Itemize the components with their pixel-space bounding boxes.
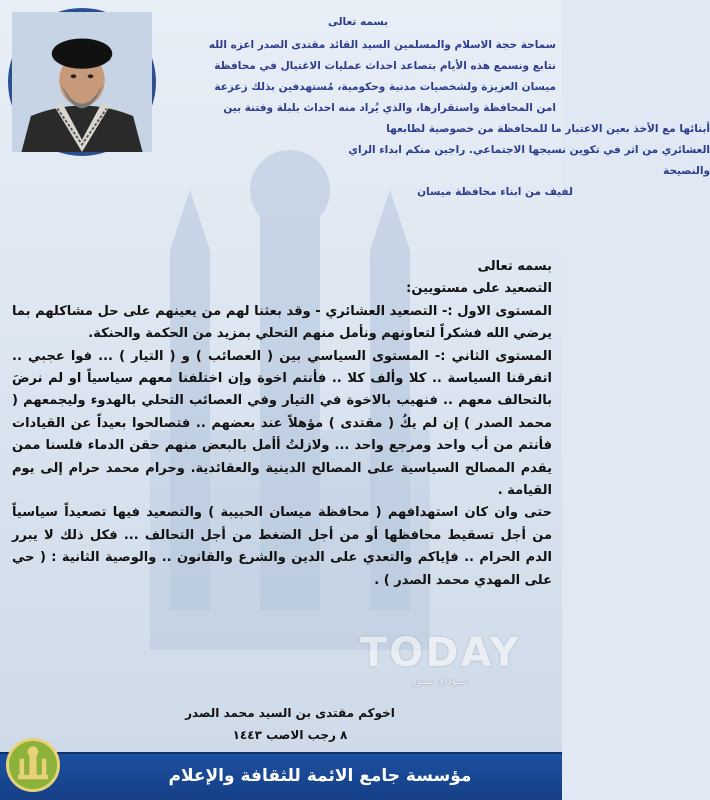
signature-name: اخوكم مقتدى بن السيد محمد الصدر [185,706,395,720]
reply-bismillah: بسمه تعالى [477,259,552,274]
watermark-logo-subtitle: تـــوداي نـيـوز [411,676,469,687]
portrait-icon [12,12,152,152]
reply-intro: التصعيد على مستويين: [406,281,552,297]
letter-line: ميسان العزيزة ولشخصيات مدنية وحكومية، مُستهدفين بذلك زعزعة [214,81,556,93]
portrait-photo [8,8,156,156]
closing-signature [150,702,430,746]
letter-line: أبنائها مع الأخذ بعين الاعتبار ما للمحافظة من خصوصية لطابعها [386,123,710,135]
letter-salutation: سماحة حجة الاسلام والمسلمين السيد القائد مقتدى الصدر اعزه الله [208,39,556,51]
watermark-logo-text: TODAY [360,630,521,676]
letter-line: العشائري من اثر في تكوين نسيجها الاجتماعي. راجين منكم ابداء الراي [348,144,710,156]
reply-paragraph-2: المستوى الثاني :- المستوى السياسي بين ( العصائب ) و ( التيار ) ... فوا عجبي .. اتفرقنا السياسة .. كلا وألف كلا .. فأنتم اخوة وإن اختلفنا معهم سياسياً او لم نرضَ بالتحالف معهم .. فنهيب بالاخوة في التيار وفي العصائب التحلي بالهدوء وليجمعهم ( محمد الصدر ) إن لم يكُ ( مقتدى ) مؤهلاً عند بعضهم .. فتصالحوا بعيداً عن القيادات فأنتم من أب واحد ومرجع واحد ... ولازلتُ أأمل بالبعض منهم حقن الدماء فلسنا ممن يقدم المصالح السياسية على المصالح الدينية والعقائدية. وحرام محمد حرام إلى يوم القيامة . [12,348,552,499]
letter-line: والنصيحة [663,165,710,177]
today-news-watermark [360,630,520,710]
reply-paragraph-3: حتى وان كان استهدافهم ( محافظة ميسان الحبيبة ) والتصعيد فيها تصعيداً سياسياً من أجل تسقيط محافظها أو من أجل الضغط من أجل التحالف ... فكل ذلك لا يبرر الدم الحرام .. فإياكم والتعدي على الدين والشرع والقانون .. والوصية الثانية : ( حي على المهدي محمد الصدر ) . [12,505,552,588]
reply-body [12,256,552,592]
letter-signature: لفيف من ابناء محافظة ميسان [417,186,573,198]
letter-bismillah: بسمه تعالى [327,16,389,28]
letter-line: نتابع ونسمع هذه الأيام بتصاعد احداث عمليات الاغتيال في محافظة [214,60,556,72]
reply-paragraph-1: المستوى الاول :- التصعيد العشائري - وقد بعثنا لهم من يعينهم على حل مشاكلهم بما يرضي الله فشكراً لتعاونهم ونأمل منهم التحلي بمزيد من الحكمة والحنكة. [12,303,552,342]
letter-line: امن المحافظة واستقرارها، والذي يُراد منه احداث بلبلة وفتنة بين [223,102,556,114]
institution-emblem [6,738,60,792]
emblem-icon [9,741,57,789]
signature-date: ٨ رجب الاصب ١٤٤٣ [232,728,348,742]
incoming-letter [160,12,710,203]
footer-title: مؤسسة جامع الائمة للثقافة والإعلام [168,766,472,786]
